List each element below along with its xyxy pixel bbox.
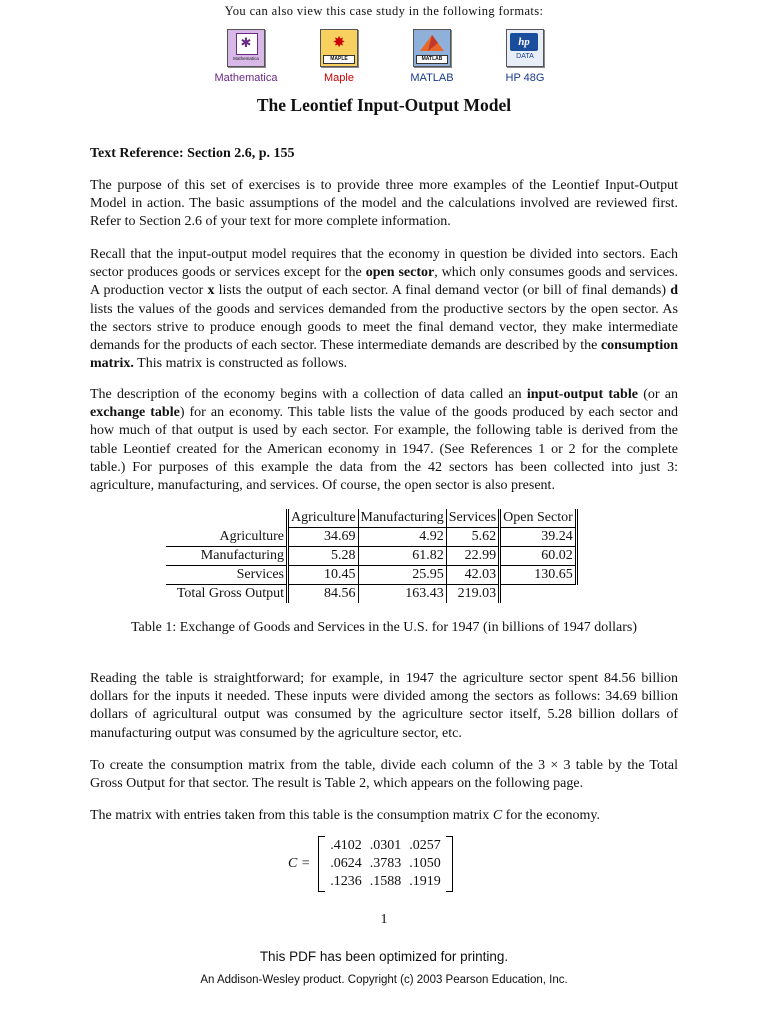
text-reference: Text Reference: Section 2.6, p. 155 xyxy=(90,146,295,161)
table-cell: 219.03 xyxy=(446,585,499,604)
table-row xyxy=(166,528,576,547)
total-label: Total Gross Output xyxy=(166,585,288,604)
matlab-label[interactable]: MATLAB xyxy=(410,72,454,84)
matrix-intro-text-1: The matrix with entries taken from this table is the consumption matrix xyxy=(90,808,493,823)
hp48g-label[interactable]: HP 48G xyxy=(505,72,545,84)
table-cell: 10.45 xyxy=(288,566,359,585)
hp48g-format-link[interactable] xyxy=(485,29,565,84)
matrix-lhs: C = xyxy=(288,856,311,871)
description-paragraph xyxy=(90,386,678,495)
consumption-matrix xyxy=(288,836,453,892)
table-cell: 130.65 xyxy=(500,566,577,585)
matrix-entry: .0257 xyxy=(409,838,441,853)
matrix-entry: .1919 xyxy=(409,874,441,889)
row-label: Services xyxy=(166,566,288,585)
table-row xyxy=(166,566,576,585)
recall-text-2: , which only consumes goods and services. A production vector xyxy=(90,265,679,299)
matrix-intro-paragraph xyxy=(90,807,678,825)
table-cell: 5.62 xyxy=(446,528,499,547)
intro-paragraph: The purpose of this set of exercises is to provide three more examples of the Leontief Input-Output Model in action. The basic assumptions of the model and the calculations involved are reviewed first. Refer to Section 2.6 of your text for more complete information. xyxy=(90,178,678,230)
table-cell: 42.03 xyxy=(446,566,499,585)
row-label: Agriculture xyxy=(166,528,288,547)
recall-paragraph xyxy=(90,246,678,373)
row-label: Manufacturing xyxy=(166,547,288,566)
recall-text-3: lists the output of each sector. A final demand vector (or bill of final demands) xyxy=(214,283,671,299)
page-title: The Leontief Input-Output Model xyxy=(256,95,512,115)
table-cell: 61.82 xyxy=(358,547,446,566)
table-header-cell: Services xyxy=(446,509,499,528)
table-empty-cell xyxy=(500,585,577,604)
table-cell: 22.99 xyxy=(446,547,499,566)
table-header-row xyxy=(166,509,576,528)
create-math: 3 × 3 xyxy=(538,758,571,773)
hp-icon[interactable]: hp DATA xyxy=(506,29,544,67)
create-text-2: table by the Total Gross Output for that sector. The result is Table 2, which appears on the following page. xyxy=(90,758,678,792)
description-text-1: The description of the economy begins with a collection of data called an xyxy=(90,387,527,402)
maple-icon[interactable]: ✸ MAPLE xyxy=(320,29,358,67)
table-corner-cell xyxy=(166,509,288,528)
table-cell: 39.24 xyxy=(500,528,577,547)
table-cell: 5.28 xyxy=(288,547,359,566)
exchange-table xyxy=(166,509,578,603)
mathematica-format-link[interactable] xyxy=(206,29,286,84)
recall-bold-2: x xyxy=(207,283,215,299)
maple-label[interactable]: Maple xyxy=(324,72,354,84)
matrix-brackets xyxy=(318,836,453,892)
create-matrix-paragraph xyxy=(90,757,678,793)
create-text-1: To create the consumption matrix from the table, divide each column of the xyxy=(90,758,539,773)
table-cell: 163.43 xyxy=(358,585,446,604)
mathematica-icon[interactable]: ✱ Mathematica xyxy=(227,29,265,67)
table-caption: Table 1: Exchange of Goods and Services in the U.S. for 1947 (in billions of 1947 dollars) xyxy=(130,620,638,635)
description-text-2: (or an xyxy=(637,387,679,402)
table-header-cell: Open Sector xyxy=(500,509,577,528)
recall-bold-3: d xyxy=(670,283,678,299)
description-bold-2: exchange table xyxy=(90,405,180,421)
reading-paragraph: Reading the table is straightforward; for example, in 1947 the agriculture sector spent 84.56 billion dollars for the inputs it needed. These inputs were divided among the sectors as follows: 34.69 billion dollars of agricultural output was consumed by the agriculture sector itself, 5.28 billion dollars of manufacturing output was consumed by the agriculture sector, etc. xyxy=(90,671,678,741)
matrix-intro-math: C xyxy=(492,808,503,823)
table-header-cell: Agriculture xyxy=(288,509,359,528)
description-text-3: ) for an economy. This table lists the value of the goods produced by each sector and how much of that output is used by each sector. For example, the following table is derived from the table Leontief created for the American economy in 1947. (See References 1 or 2 for the complete table.) For purposes of this example the data from the 42 sectors has been collected into just 3: agriculture, manufacturing, and services. Of course, the open sector is also present. xyxy=(90,405,678,494)
matrix-entry: .3783 xyxy=(369,856,402,871)
hp-icon-text: DATA xyxy=(516,53,534,60)
matlab-format-link[interactable] xyxy=(392,29,472,84)
matrix-entry: .0301 xyxy=(369,838,402,853)
description-bold-1: input-output table xyxy=(526,387,638,402)
matrix-entries xyxy=(326,837,445,891)
matrix-entry: .4102 xyxy=(330,838,362,853)
mathematica-icon-text: Mathematica xyxy=(233,56,259,61)
table-cell: 60.02 xyxy=(500,547,577,566)
table-cell: 34.69 xyxy=(288,528,359,547)
mathematica-label[interactable]: Mathematica xyxy=(214,72,278,84)
copyright-notice: An Addison-Wesley product. Copyright (c) 2003 Pearson Education, Inc. xyxy=(200,974,568,986)
maple-icon-text: MAPLE xyxy=(323,55,355,64)
matrix-intro-text-2: for the economy. xyxy=(502,808,600,823)
formats-intro: You can also view this case study in the following formats: xyxy=(224,4,544,18)
print-notice: This PDF has been optimized for printing. xyxy=(259,949,509,964)
matlab-icon-text: MATLAB xyxy=(416,55,448,64)
table-header-cell: Manufacturing xyxy=(358,509,446,528)
table-cell: 84.56 xyxy=(288,585,359,604)
recall-bold-4: consumption matrix. xyxy=(90,338,678,372)
page-number: 1 xyxy=(380,912,388,927)
matrix-entry: .1236 xyxy=(330,874,362,889)
recall-text-4: lists the values of the goods and services demanded from the productive sectors by the open sector. As the sectors strive to produce enough goods to meet the final demand vector, they make intermediate demands for the products of each sector. These intermediate demands are described by the xyxy=(90,301,678,354)
recall-bold-1: open sector xyxy=(365,265,435,281)
matrix-entry: .1588 xyxy=(369,874,402,889)
matrix-entry: .1050 xyxy=(409,856,441,871)
matrix-entry: .0624 xyxy=(330,856,362,871)
recall-text-5: This matrix is constructed as follows. xyxy=(133,356,348,372)
table-cell: 25.95 xyxy=(358,566,446,585)
matlab-icon[interactable] xyxy=(413,29,451,67)
table-row xyxy=(166,547,576,566)
table-total-row xyxy=(166,585,576,604)
maple-format-link[interactable] xyxy=(299,29,379,84)
table-cell: 4.92 xyxy=(358,528,446,547)
recall-text-1: Recall that the input-output model requires that the economy in question be divided into sectors. Each sector produces goods or services except for the xyxy=(90,247,678,281)
